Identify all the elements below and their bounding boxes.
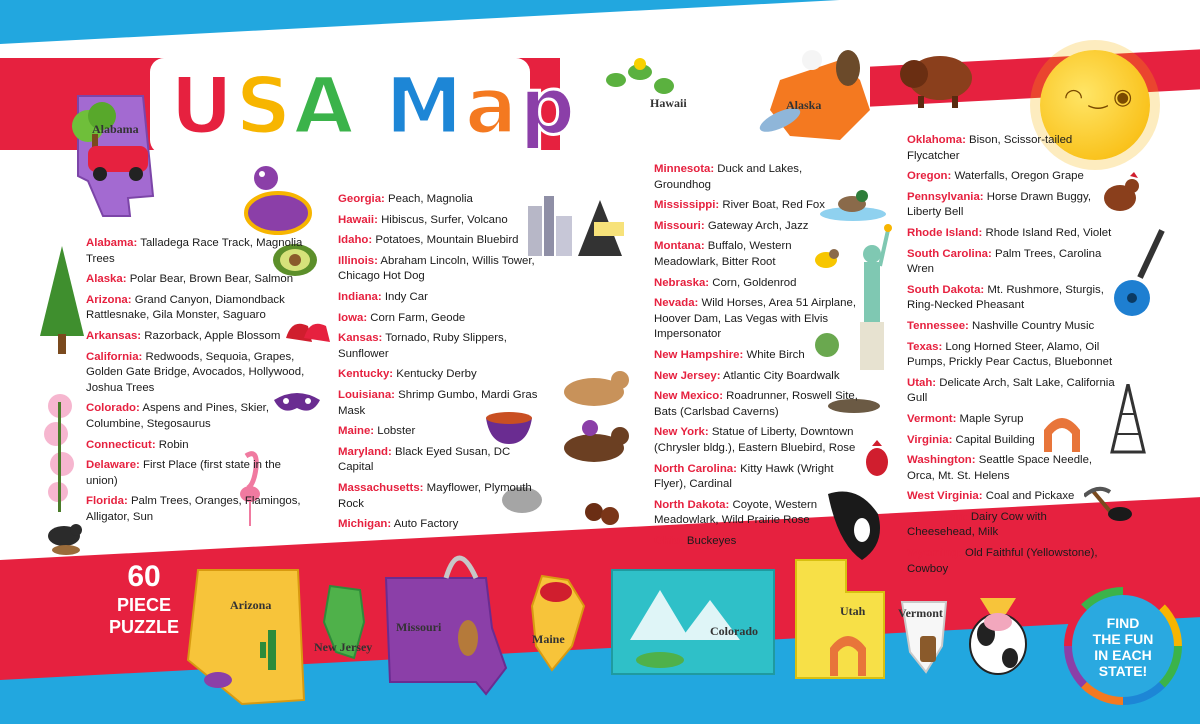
piece-label: PIECE: [116, 595, 172, 615]
state-facts: Nashville Country Music: [972, 319, 1095, 332]
state-facts: Corn, Goldenrod: [712, 276, 797, 289]
fun-line: IN EACH: [1094, 647, 1152, 663]
state-facts: Buckeyes: [686, 534, 737, 547]
state-name: California:: [86, 350, 143, 363]
state-facts: Long Horned Steer, Alamo, Oil Pumps, Prickly Pear Cactus, Bluebonnet: [907, 340, 1113, 369]
state-name: Florida:: [86, 495, 128, 508]
state-facts: Bison, Scissor-tailed Flycatcher: [907, 134, 1073, 162]
list-item: [86, 458, 311, 489]
list-item: [654, 348, 859, 364]
list-item: [654, 198, 859, 214]
state-name: New Hampshire:: [654, 348, 744, 361]
list-item: [338, 254, 548, 285]
list-item: [86, 401, 311, 432]
state-list-column-1: [86, 236, 311, 531]
state-facts: Coyote, Western Meadowlark, Wild Prairie Rose: [654, 498, 818, 527]
list-item: [338, 213, 548, 229]
state-name: South Carolina:: [907, 247, 992, 260]
state-facts: Talladega Race Track, Magnolia Trees: [86, 237, 303, 265]
list-item: [907, 283, 1117, 314]
state-facts: Old Faithful (Yellowstone), Cowboy: [907, 547, 1098, 575]
state-name: Oregon:: [907, 170, 952, 183]
state-name: New York:: [654, 426, 709, 439]
state-facts: White Birch: [746, 348, 805, 361]
state-facts: Potatoes, Mountain Bluebird: [375, 234, 519, 247]
alaska-label: Alaska: [786, 98, 822, 112]
list-item: [654, 498, 859, 529]
state-name: Oklahoma:: [907, 134, 966, 146]
state-name: Arizona:: [86, 293, 132, 306]
list-item: [654, 425, 859, 456]
guitar-icon: [1112, 228, 1172, 320]
list-item: [86, 329, 311, 345]
list-item: [338, 311, 548, 327]
piece-count: 60: [127, 560, 161, 593]
state-name: Maine:: [338, 425, 375, 438]
state-name: Idaho:: [338, 234, 373, 247]
state-name: Georgia:: [338, 193, 385, 205]
state-facts: Kitty Hawk (Wright Flyer), Cardinal: [654, 462, 834, 491]
state-name: Minnesota:: [654, 163, 715, 175]
state-name: Ohio:: [654, 534, 684, 547]
state-facts: Horse Drawn Buggy, Liberty Bell: [907, 190, 1092, 219]
title-letter: M: [385, 62, 465, 152]
rattlesnake-icon: [238, 158, 318, 238]
state-facts: Wild Horses, Area 51 Airplane, Hoover Dam, Las Vegas with Elvis Impersonator: [654, 297, 856, 341]
state-name: Louisiana:: [338, 388, 395, 401]
list-item: [86, 293, 311, 324]
list-item: [907, 169, 1117, 185]
state-name: Michigan:: [338, 518, 392, 531]
list-item: [654, 162, 859, 193]
state-facts: Razorback, Apple Blossom: [144, 329, 281, 342]
list-item: [338, 445, 548, 476]
state-facts: Grand Canyon, Diamondback Rattlesnake, Gila Monster, Saguaro: [86, 293, 285, 322]
maine-map-icon: [522, 566, 592, 676]
list-item: [654, 534, 859, 550]
state-facts: Aspens and Pines, Skier, Columbine, Stegosaurus: [86, 402, 269, 430]
state-name: New Jersey:: [654, 369, 721, 382]
state-facts: Waterfalls, Oregon Grape: [954, 170, 1084, 183]
state-facts: Redwoods, Sequoia, Grapes, Golden Gate Bridge, Avocados, Hollywood, Joshua Trees: [86, 350, 305, 394]
state-facts: Palm Trees, Carolina Wren: [907, 247, 1102, 276]
fun-line: FIND: [1106, 615, 1140, 631]
state-name: Alaska:: [86, 273, 127, 286]
list-item: [86, 438, 311, 454]
list-item: [654, 296, 859, 343]
title-letter: a: [464, 62, 520, 152]
list-item: [907, 340, 1117, 371]
state-name: Colorado:: [86, 402, 140, 415]
title-space: [356, 62, 385, 152]
find-the-fun-badge: [1064, 587, 1182, 705]
list-item: [338, 290, 548, 306]
state-facts: Buffalo, Western Meadowlark, Bitter Root: [654, 240, 792, 268]
state-name: Arkansas:: [86, 329, 142, 342]
state-facts: Statue of Liberty, Downtown (Chrysler bldg.), Eastern Bluebird, Rose: [654, 426, 856, 454]
list-item: [338, 233, 548, 249]
state-name: Washington:: [907, 454, 976, 467]
vermont-label: Vermont: [898, 606, 943, 620]
state-facts: River Boat, Red Fox: [722, 199, 825, 212]
state-facts: Hibiscus, Surfer, Volcano: [381, 213, 508, 226]
state-facts: Indy Car: [384, 290, 428, 303]
title-letter: U: [170, 62, 236, 152]
state-list-column-3: [654, 162, 859, 554]
state-facts: Mayflower, Plymouth Rock: [338, 481, 532, 510]
apple-blossom-icon: [40, 392, 80, 532]
state-name: Kansas:: [338, 332, 383, 345]
alabama-label: Alabama: [92, 122, 139, 136]
list-item: [338, 517, 548, 533]
state-facts: Delicate Arch, Salt Lake, California Gull: [907, 376, 1115, 405]
list-item: [338, 424, 548, 440]
title-letter: S: [235, 62, 294, 152]
state-name: Vermont:: [907, 412, 957, 425]
state-name: Texas:: [907, 340, 943, 353]
state-name: Indiana:: [338, 290, 382, 303]
state-facts: Capital Building: [955, 433, 1035, 446]
redwood-tree-icon: [40, 246, 84, 356]
list-item: [907, 247, 1117, 278]
list-item: [654, 462, 859, 493]
list-item: [654, 276, 859, 292]
list-item: [907, 489, 1117, 505]
state-name: Delaware:: [86, 459, 140, 472]
list-item: [86, 272, 311, 288]
list-item: [338, 331, 548, 362]
state-facts: Corn Farm, Geode: [370, 311, 466, 324]
state-name: Illinois:: [338, 254, 378, 267]
state-facts: Polar Bear, Brown Bear, Salmon: [129, 273, 294, 286]
state-name: Missouri:: [654, 219, 705, 232]
state-name: Connecticut:: [86, 438, 156, 451]
state-facts: Shrimp Gumbo, Mardi Gras Mask: [338, 388, 538, 417]
state-facts: Mt. Rushmore, Sturgis, Ring-Necked Pheasant: [907, 283, 1104, 312]
state-name: Rhode Island:: [907, 226, 983, 239]
state-facts: Coal and Pickaxe: [985, 490, 1075, 503]
list-item: [907, 453, 1117, 484]
list-item: [907, 546, 1117, 577]
list-item: [338, 192, 548, 208]
state-name: Iowa:: [338, 311, 368, 324]
state-facts: Black Eyed Susan, DC Capital: [338, 445, 511, 474]
list-item: [338, 481, 548, 512]
state-facts: Roadrunner, Roswell Site, Bats (Carlsbad Caverns): [654, 390, 858, 418]
buckeyes-icon: [582, 494, 622, 530]
find-the-fun-text: [1072, 595, 1174, 697]
state-name: North Dakota:: [654, 498, 730, 511]
missouri-label: Missouri: [396, 620, 442, 634]
state-facts: Robin: [158, 438, 189, 451]
list-item: [338, 367, 548, 383]
state-facts: Kentucky Derby: [396, 368, 477, 381]
list-item: [907, 376, 1117, 407]
colorado-map-icon: [600, 560, 780, 680]
alaska-map-icon: [750, 40, 890, 150]
state-facts: Abraham Lincoln, Willis Tower, Chicago Hot Dog: [338, 254, 535, 283]
list-item: [907, 412, 1117, 428]
state-facts: Duck and Lakes, Groundhog: [654, 163, 803, 191]
cardinal-icon: [862, 440, 892, 480]
state-facts: Peach, Magnolia: [388, 193, 473, 205]
hawaii-label: Hawaii: [650, 96, 687, 110]
list-item: [86, 236, 311, 267]
state-name: Nevada:: [654, 297, 699, 310]
state-name: Hawaii:: [338, 213, 378, 226]
state-name: Wyoming:: [907, 547, 962, 560]
list-item: [86, 350, 311, 397]
colorado-label: Colorado: [710, 624, 758, 638]
state-list-column-2: [338, 192, 548, 538]
state-facts: Tornado, Ruby Slippers, Sunflower: [338, 332, 507, 360]
bison-icon: [896, 46, 976, 110]
state-facts: First Place (first state in the union): [86, 459, 281, 487]
state-name: Maryland:: [338, 445, 392, 458]
state-name: South Dakota:: [907, 283, 985, 296]
maine-label: Maine: [532, 632, 565, 646]
state-facts: Atlantic City Boardwalk: [723, 369, 840, 382]
state-name: Pennsylvania:: [907, 190, 984, 203]
list-item: [86, 494, 311, 525]
state-facts: Palm Trees, Oranges, Flamingos, Alligator, Sun: [86, 495, 301, 523]
state-facts: Auto Factory: [393, 518, 459, 531]
list-item: [907, 319, 1117, 335]
list-item: [654, 389, 859, 420]
state-facts: Dairy Cow with Cheesehead, Milk: [907, 510, 1047, 539]
state-name: Nebraska:: [654, 276, 710, 289]
state-facts: Rhode Island Red, Violet: [985, 226, 1112, 239]
state-name: New Mexico:: [654, 390, 723, 403]
state-name: West Virginia:: [907, 490, 983, 503]
alabama-map-icon: [58, 86, 168, 226]
state-name: Alabama:: [86, 237, 138, 249]
state-name: Tennessee:: [907, 319, 969, 332]
state-name: North Carolina:: [654, 462, 737, 475]
list-item: [907, 226, 1117, 242]
list-item: [907, 433, 1117, 449]
list-item: [907, 190, 1117, 221]
list-item: [907, 133, 1117, 164]
state-list-column-4: [907, 133, 1117, 582]
new-jersey-label: New Jersey: [314, 640, 373, 654]
fun-line: THE FUN: [1092, 631, 1154, 647]
list-item: [654, 239, 859, 270]
state-facts: Seattle Space Needle, Orca, Mt. St. Helens: [907, 454, 1093, 482]
page-title: [170, 62, 577, 152]
state-name: Kentucky:: [338, 368, 394, 381]
title-letter: p: [519, 62, 578, 152]
list-item: [654, 219, 859, 235]
dairy-cow-icon: [956, 588, 1036, 684]
list-item: [654, 369, 859, 385]
state-name: Montana:: [654, 240, 705, 253]
state-name: Mississippi:: [654, 199, 720, 212]
list-item: [338, 388, 548, 419]
state-name: Wisconsin:: [907, 510, 968, 523]
robin-icon: [44, 516, 88, 556]
sun-face: ◠ ‿ ◉: [1064, 84, 1133, 109]
state-name: Virginia:: [907, 433, 953, 446]
arizona-label: Arizona: [230, 598, 272, 612]
piece-count-badge: [88, 560, 200, 668]
state-name: Utah:: [907, 376, 937, 389]
list-item: [907, 510, 1117, 541]
state-name: Massachusetts:: [338, 481, 424, 494]
hawaii-islands-icon: [600, 50, 680, 100]
state-facts: Maple Syrup: [959, 412, 1024, 425]
fun-line: STATE!: [1098, 663, 1148, 679]
puzzle-label: PUZZLE: [109, 617, 179, 637]
title-letter: A: [293, 62, 356, 152]
state-facts: Lobster: [377, 425, 416, 438]
utah-label: Utah: [840, 604, 866, 618]
state-facts: Gateway Arch, Jazz: [707, 219, 809, 232]
